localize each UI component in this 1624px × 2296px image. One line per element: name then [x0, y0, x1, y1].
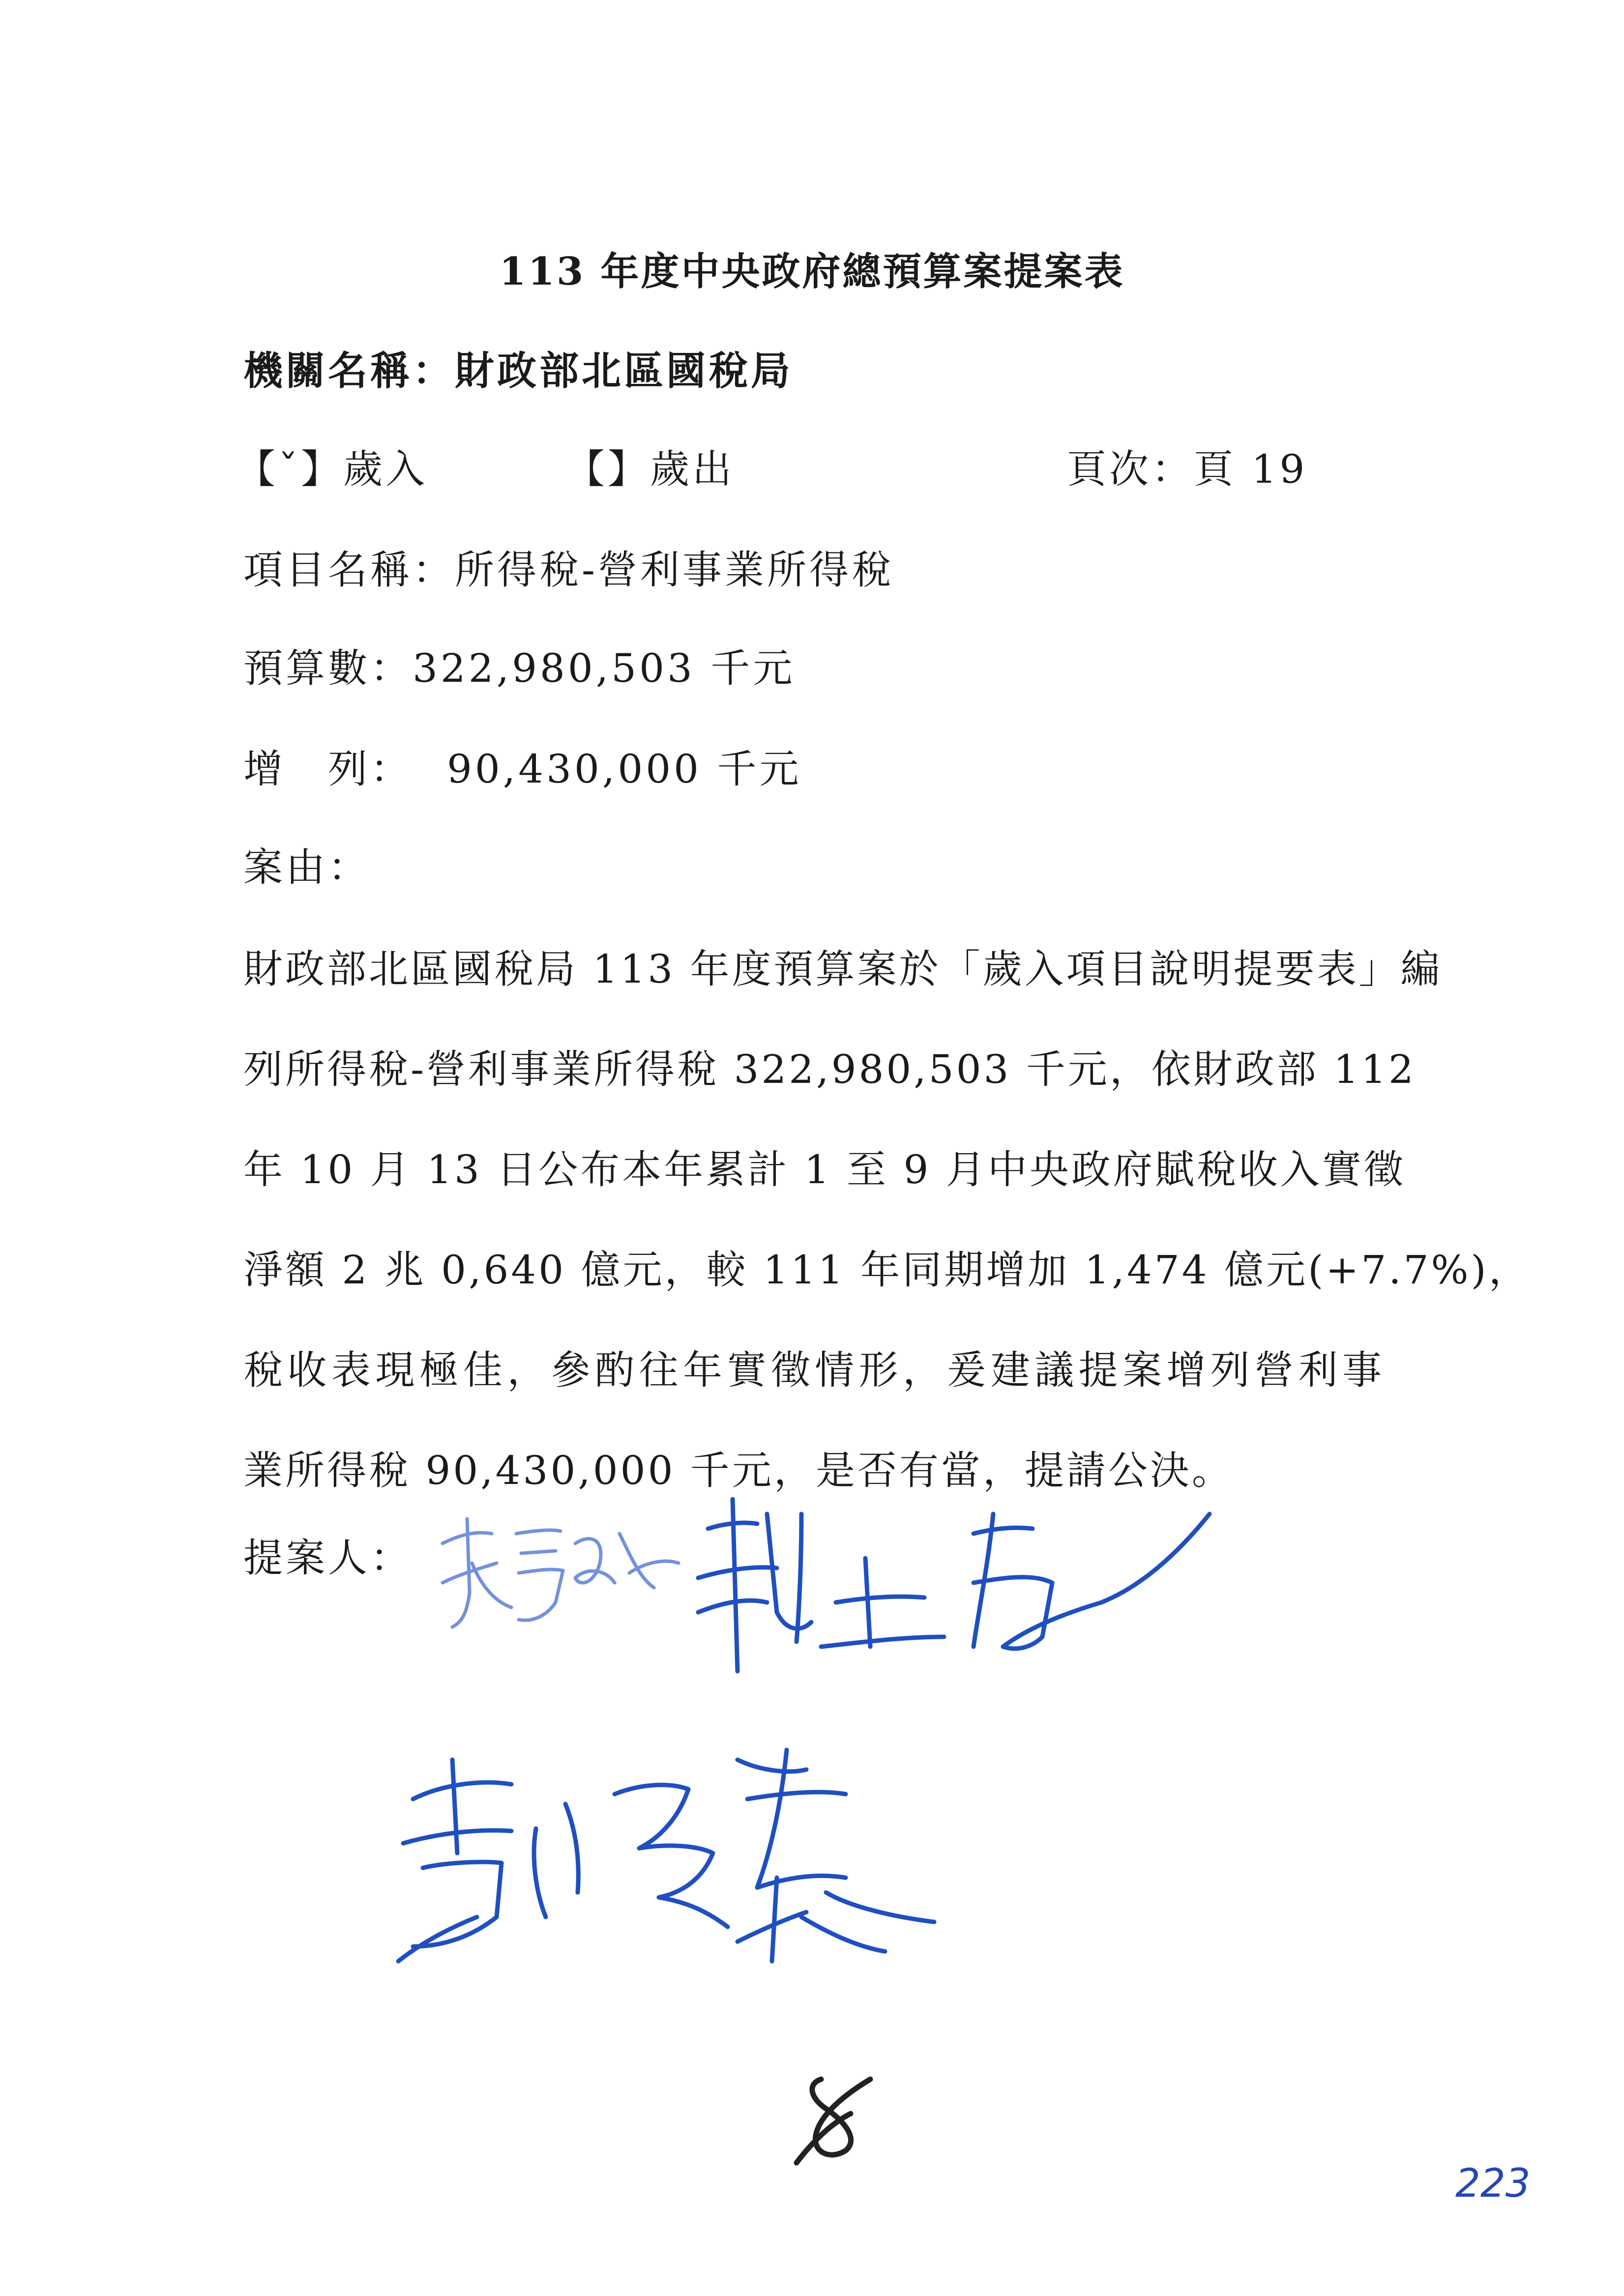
handwritten-number [787, 2069, 885, 2168]
reason-line: 財政部北區國稅局 113 年度預算案於「歲入項目說明提要表」編 [243, 946, 1443, 992]
reason-line: 年 10 月 13 日公布本年累計 1 至 9 月中央政府賦稅收入實徵 [243, 1147, 1406, 1192]
signature-3 [384, 1730, 944, 1996]
page-reference: 頁次：頁 19 [1067, 446, 1308, 492]
item-name: 所得稅-營利事業所得稅 [455, 538, 894, 595]
budget-value: 322,980,503 千元 [413, 645, 796, 691]
expenditure-checkbox-label: 【】歲出 [565, 446, 735, 492]
reason-paragraph [243, 919, 1531, 1521]
agency-label: 機關名稱： [243, 348, 455, 394]
reason-label: 案由： [243, 844, 370, 890]
reason-line: 列所得稅-營利事業所得稅 322,980,503 千元，依財政部 112 [243, 1046, 1416, 1092]
increase-value: 90,430,000 千元 [447, 746, 802, 792]
reason-line: 業所得稅 90,430,000 千元，是否有當，提請公決。 [243, 1448, 1234, 1493]
agency-name: 財政部北區國稅局 [455, 339, 793, 396]
document-title: 113 年度中央政府總預算案提案表 [499, 249, 1125, 294]
page-number: 223 [1455, 2160, 1531, 2206]
budget-row [243, 637, 795, 693]
increase-label: 增 列： [243, 737, 413, 794]
proposer-label: 提案人： [243, 1535, 413, 1581]
budget-label: 預算數： [243, 645, 413, 691]
increase-row [243, 737, 801, 794]
item-row [243, 538, 894, 595]
reason-line: 淨額 2 兆 0,640 億元，較 111 年同期增加 1,474 億元(+7.7%)， [243, 1247, 1531, 1293]
signature-2 [679, 1484, 1219, 1720]
revenue-checkbox-label: 【ˇ】歲入 [236, 446, 428, 492]
signature-1 [433, 1504, 688, 1652]
agency-row [243, 339, 793, 396]
item-label: 項目名稱： [243, 547, 455, 593]
reason-line: 稅收表現極佳，參酌往年實徵情形，爰建議提案增列營利事 [243, 1347, 1384, 1393]
